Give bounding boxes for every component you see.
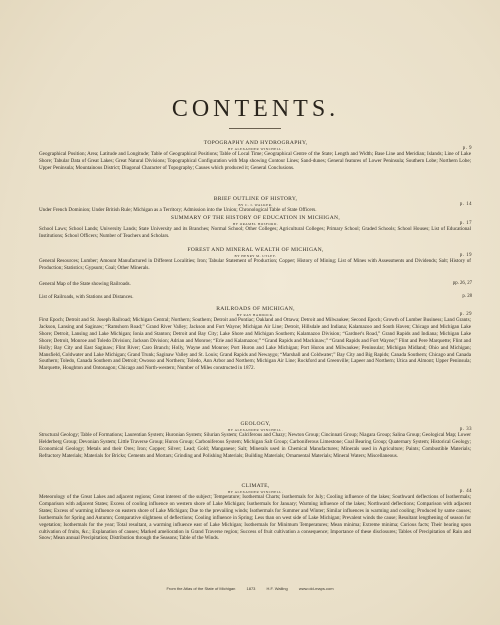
section-page-ref: p. 14 — [459, 202, 472, 207]
section-heading: RAILROADS OF MICHIGAN, — [216, 306, 295, 312]
section-author: BY ALEXANDER WINCHELL. — [227, 147, 284, 151]
section-body: Structural Geology; Table of Formations; Laurentian System; Huronian System; Silurian System; Calciferous and Chazy; Newton Group; Cincinnati Group; Niagara Group; Salina Group; Geological Map; Lower Helderberg Group; Devonian System; Little Traverse Group; Huron Group; Carboniferous System; Michigan Salt Group; Carboniferous Limestone; Coal Bearing Group; Quaternary System; Historical Geology; Economical Geology; Metals and their Ores; Iron; Copper; Silver; Lead; Gold; Manganese; Salt; Minerals used in Chemical Manufactures; Minerals used in Agriculture; Paints; Combustible Materials; Refractory Materials; Materials for Bricks; Cements and Mortars; Grinding and Polishing Materials; Building Materials; Ornamental Materials; Mineral Waters; Miscellaneous. — [39, 432, 471, 459]
section-topography — [39, 140, 472, 172]
section-heading: BRIEF OUTLINE OF HISTORY, — [213, 196, 298, 202]
section-heading: FOREST AND MINERAL WEALTH OF MICHIGAN, — [187, 247, 324, 253]
footer-year: 1873 — [246, 586, 256, 591]
footer-publisher: H.F. Walling — [266, 586, 288, 591]
section-page-ref: p. 33 — [459, 427, 472, 432]
section-byline — [39, 203, 472, 207]
footer-source: From the Atlas of the State of Michigan — [166, 586, 236, 591]
railroad-list-page-ref: p. 28 — [462, 294, 472, 299]
section-byline — [39, 490, 472, 494]
section-body: Meteorology of the Great Lakes and adjacent regions; Great interest of the subject; Temperature; Isothermal Charts; Isothermals for July; Cooling influence of the lakes; Southward deflections of Isothermals; Comparison with adjacent States; Excess of cooling influence on western shore of Lake Michigan; Isothermals for January; Warming influence of the lakes; Northward deflections; Comparison with adjacent States; Excess of warming influence on eastern shore of Lake Michigan; Due to the prevailing winds; Isothermals for Summer and Winter; Similar influences in warming and cooling; Produced by same causes; Isothermals for Spring and Autumn; Comparative slightness of deflections; Cooling influence in Spring; Less than on west side of Lake Michigan; Prevalent winds the cause; Resultant lengthening of season for vegetation; Isothermals for the year; Total resultant, a warming influence east of Lake Michigan; Isothermals for Minimum Temperatures; Mean minima; Extreme minima; Curious facts; Their bearing upon cultivation of fruits, &c.; Explanation of causes; Marked amelioration in Grand Traverse region; Success of fruit cultivation a consequence; Importance of these disclosures; Tables of Precipitation of Rain and Snow; Mean annual Precipitation; Distribution through the Seasons; Table of the Winds. — [39, 494, 471, 542]
section-history — [39, 196, 472, 214]
section-author: BY C. I. WALKER. — [238, 203, 273, 207]
section-heading: CLIMATE, — [241, 483, 270, 489]
section-heading: GEOLOGY, — [240, 421, 271, 427]
railroad-list-label: List of Railroads, with Stations and Distances. — [39, 294, 134, 300]
title-rule — [229, 128, 281, 129]
page-footer — [0, 586, 500, 591]
section-byline — [39, 147, 472, 151]
section-body: School Laws; School Lands; University Lands; State University and its Branches; Normal School; Other Colleges; Agricultural Colleges; Primary School; Graded Schools; School Houses; List of Educational Institutions; School Officers; Number of Teachers and Scholars. — [39, 226, 471, 239]
section-body: First Epoch; Detroit and St. Joseph Railroad; Michigan Central; Northern; Southern; Detroit and Pontiac; Oakland and Ottawa; Detroit and Milwaukee; Second Epoch; Growth of Lumber Business; Land Grants; Jackson, Lansing and Saginaw; “Ramshorn Road;” Grand River Valley; Jackson and Fort Wayne; Michigan Air Line; Detroit, Hillsdale and Indiana; Kalamazoo and South Haven; Chicago and Michigan Lake Shore; Detroit, Lansing and Lake Michigan; Ionia and Stanton; Detroit and Bay City; Lake Shore and Michigan Southern; Kalamazoo Division; “Gardner's Road,” Grand Rapids and Indiana; Michigan Lake Shore; Detroit, Monroe and Toledo Division; Jackson Division; Adrian and Monroe; “Erie and Kalamazoo;” “Grand Rapids and Mackinaw;” “Grand Rapids and Fort Wayne;” Flint and Pere Marquette; Flint and Holly; Bay City and East Saginaw; Flint River; Caro Branch; Holly, Wayne and Monroe; Port Huron and Lake Michigan; Port Huron and Milwaukee; Peninsular; Michigan Midland; Ohio and Michigan; Mansfield, Coldwater and Lake Michigan; Grand Trunk; Saginaw Valley and St. Louis; Grand Rapids and Newaygo; “Marshall and Coldwater;” Bay City and Big Rapids; Canada Southern; Chicago and Canada Southern; Toledo, Canada Southern and Detroit; Owosso and Northern; Toledo, Ann Arbor and Northern; Michigan Air Line; Rockford and Greenville; Lapeer and Northern; Utica and Almont; Upper Peninsula; Marquette, Houghton and Ontonagon; Chicago and North-western; Number of Miles constructed in 1872. — [39, 317, 471, 372]
section-page-ref: p. 9 — [462, 146, 472, 151]
page-title: CONTENTS. — [171, 96, 340, 122]
section-author: BY ALEXANDER WINCHELL. — [227, 490, 284, 494]
section-byline — [39, 428, 472, 432]
section-climate — [39, 483, 472, 542]
section-byline — [39, 222, 472, 226]
section-page-ref: p. 29 — [459, 312, 472, 317]
section-body: Under French Dominion; Under British Rule; Michigan as a Territory; Admission into the Union; Chronological Table of State Officers. — [39, 207, 317, 213]
map-entry-row — [39, 281, 472, 288]
section-author: BY ALEXANDER WINCHELL. — [227, 428, 284, 432]
section-author: BY RAY HADDOCK. — [236, 313, 275, 317]
railroad-list-row — [39, 294, 472, 301]
section-byline — [39, 313, 472, 317]
section-byline — [39, 254, 472, 258]
section-heading: SUMMARY OF THE HISTORY OF EDUCATION IN MICHIGAN, — [170, 215, 341, 221]
contents-sheet — [39, 0, 472, 625]
section-page-ref: p. 44 — [459, 489, 472, 494]
section-page-ref: p. 17 — [459, 221, 472, 226]
section-author: BY HENRY M. UTLEY. — [234, 254, 277, 258]
section-body: Geographical Position; Area; Latitude and Longitude; Table of Geographical Positions; Table of Local Time; Geographical Centre of the State; Length and Width; Base Line and Meridian; Islands; Line of Lake Shore; Tabular Data of Great Lakes; Great Natural Divisions; Topographical Configuration with Map showing Contour Lines; Sand-dunes; General features of Lower Peninsula; Southern Lobe; Northern Lobe; Upper Peninsula; Mountainous District; Diagonal Character of Topography; Causes which produced it; General Conclusions. — [39, 151, 471, 171]
section-author: BY ORAMEL HOSFORD. — [232, 222, 279, 226]
section-body: General Resources; Lumber; Amount Manufactured in Different Localities; Iron; Tabular Statement of Production; Copper; History of Mining; List of Mines with Assessments and Dividends; Salt; History of Production; Statistics; Gypsum; Coal; Other Minerals. — [39, 258, 471, 271]
section-forest-mineral — [39, 247, 472, 272]
section-geology — [39, 421, 472, 460]
map-entry-label: General Map of the State showing Railroads. — [39, 281, 131, 287]
section-page-ref: p. 19 — [459, 253, 472, 258]
section-heading: TOPOGRAPHY AND HYDROGRAPHY, — [203, 140, 308, 146]
section-education — [39, 215, 472, 240]
footer-website: www.old-maps.com — [298, 586, 334, 591]
section-railroads — [39, 306, 472, 372]
map-entry-page-ref: pp. 26, 27 — [452, 281, 472, 286]
